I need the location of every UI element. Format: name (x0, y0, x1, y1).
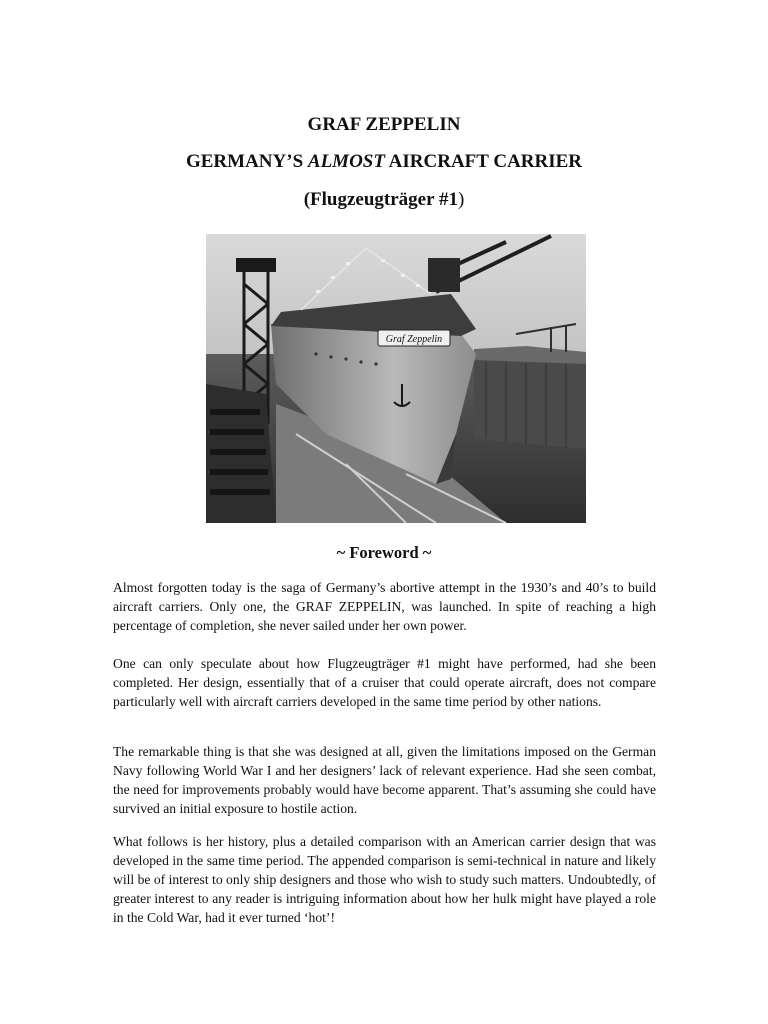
foreword-paragraph: What follows is her history, plus a detailed comparison with an American carrier design that was developed in the same time period. The appended comparison is semi-technical in nature and likely will be of interest to only ship designers and those who wish to study such matters. Undoubtedly, of greater interest to any reader is intriguing information about how her hulk might have played a role in the Cold War, had it ever turned ‘hot’! (113, 834, 656, 925)
subtitle-post: AIRCRAFT CARRIER (384, 151, 583, 172)
designation-text: (Flugzeugträger #1 (303, 189, 458, 210)
document-subtitle (0, 151, 768, 173)
ship-launch-illustration (206, 234, 586, 523)
document-title: GRAF ZEPPELIN (307, 114, 461, 135)
subtitle-italic: ALMOST (307, 151, 385, 172)
foreword-paragraph: Almost forgotten today is the saga of Germany’s abortive attempt in the 1930’s and 40’s to build aircraft carriers. Only one, the GRAF ZEPPELIN, was launched. In spite of reaching a high percentage of completion, she never sailed under her own power. (113, 580, 656, 633)
ship-launch-photo (206, 234, 586, 523)
document-designation (0, 189, 768, 211)
foreword-paragraph: One can only speculate about how Flugzeugträger #1 might have performed, had she been completed. Her design, essentially that of a cruiser that could operate aircraft, does not compare particularly well with aircraft carriers developed in the same time period by other nations. (113, 656, 656, 709)
foreword-heading: ~ Foreword ~ (336, 543, 432, 562)
foreword-paragraph: The remarkable thing is that she was designed at all, given the limitations imposed on the German Navy following World War I and her designers’ lack of relevant experience. Had she seen combat, the need for improvements probably would have become apparent. That’s assuming she could have survived an initial exposure to hostile action. (113, 744, 656, 816)
designation-paren: ) (457, 189, 465, 210)
subtitle-pre: GERMANY’S (185, 151, 308, 172)
hull-lettering: Graf Zeppelin (385, 334, 443, 345)
